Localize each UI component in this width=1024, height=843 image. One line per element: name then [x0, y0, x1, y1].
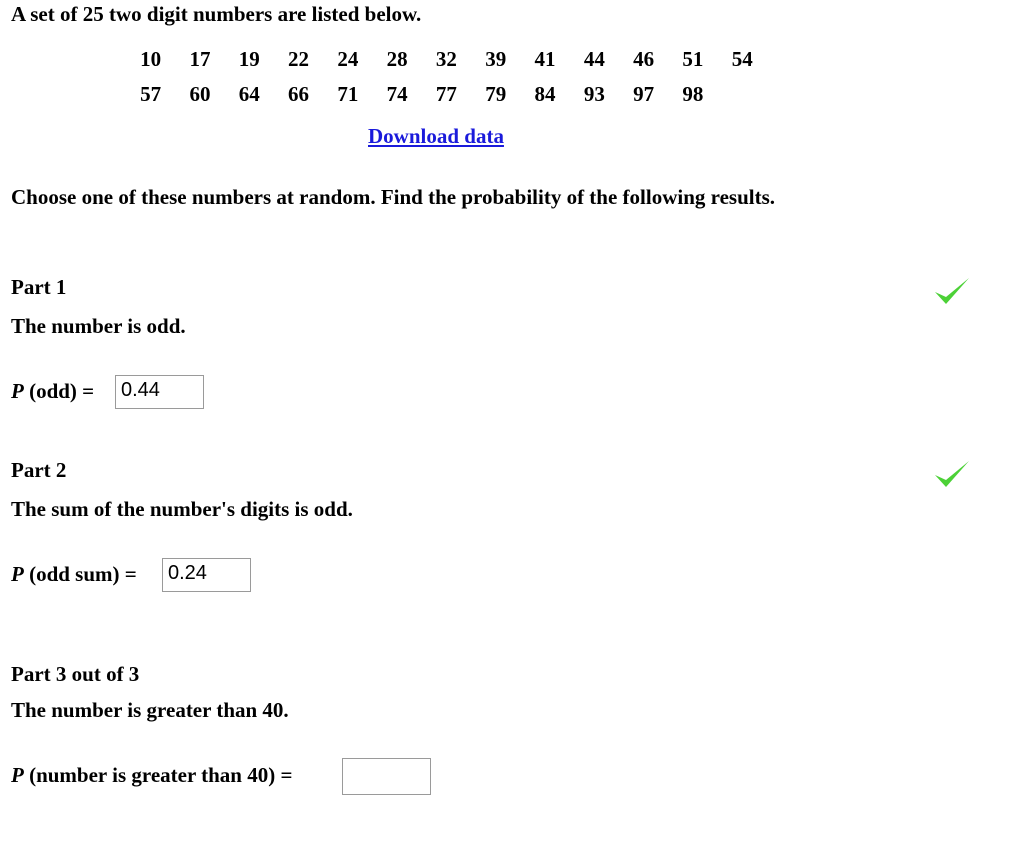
- intro-text: A set of 25 two digit numbers are listed below.: [11, 2, 422, 26]
- number-cell: 57: [140, 82, 162, 106]
- part-1-answer-input[interactable]: 0.44: [115, 375, 204, 409]
- number-cell: 24: [337, 47, 359, 71]
- probability-symbol: P: [11, 379, 24, 403]
- number-cell: 41: [534, 47, 556, 71]
- number-cell: 71: [337, 82, 359, 106]
- part-2-answer-input[interactable]: 0.24: [162, 558, 251, 592]
- number-cell: 64: [238, 82, 260, 106]
- number-cell: 60: [189, 82, 211, 106]
- part-2-description: The sum of the number's digits is odd.: [11, 497, 353, 521]
- number-cell: 54: [731, 47, 753, 71]
- number-cell: 28: [386, 47, 408, 71]
- number-cell: 32: [435, 47, 457, 71]
- number-cell: 84: [534, 82, 556, 106]
- numbers-row: [126, 77, 767, 112]
- part-3-equation: [11, 763, 292, 788]
- check-icon: [933, 275, 971, 307]
- probability-symbol: P: [11, 562, 24, 586]
- number-cell: 98: [682, 82, 704, 106]
- instructions-text: Choose one of these numbers at random. Find the probability of the following results.: [11, 185, 776, 209]
- number-cell: 66: [288, 82, 310, 106]
- number-cell: 79: [485, 82, 507, 106]
- numbers-table: [126, 42, 767, 112]
- number-cell: 10: [140, 47, 162, 71]
- number-cell: 46: [633, 47, 655, 71]
- part-2-equation: [11, 562, 137, 587]
- part-3-answer-input[interactable]: [342, 758, 431, 795]
- number-cell: 97: [633, 82, 655, 106]
- number-cell: 77: [435, 82, 457, 106]
- numbers-row: [126, 42, 767, 77]
- check-icon: [933, 458, 971, 490]
- part-1-equation: [11, 379, 94, 404]
- number-cell: 51: [682, 47, 704, 71]
- equation-text: (odd) =: [23, 379, 95, 403]
- part-1-description: The number is odd.: [11, 314, 186, 338]
- equation-text: (number is greater than 40) =: [23, 763, 293, 787]
- equation-text: (odd sum) =: [23, 562, 137, 586]
- number-cell: 19: [238, 47, 260, 71]
- number-cell: 93: [583, 82, 605, 106]
- probability-symbol: P: [11, 763, 24, 787]
- number-cell: 44: [583, 47, 605, 71]
- part-3-label: Part 3 out of 3: [11, 662, 140, 686]
- number-cell: 74: [386, 82, 408, 106]
- part-2-label: Part 2: [11, 458, 67, 482]
- download-data-link[interactable]: Download data: [368, 124, 504, 148]
- number-cell: 22: [288, 47, 310, 71]
- number-cell: 39: [485, 47, 507, 71]
- part-3-description: The number is greater than 40.: [11, 698, 289, 722]
- number-cell: 17: [189, 47, 211, 71]
- part-1-label: Part 1: [11, 275, 67, 299]
- number-cell: [718, 77, 767, 112]
